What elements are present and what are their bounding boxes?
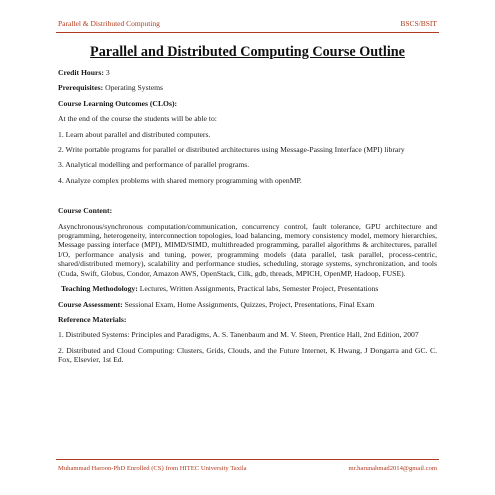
prerequisites <box>58 83 437 92</box>
course-content-text: Asynchronous/synchronous computation/communication, concurrency control, fault tolerance, GPU architecture and programming, heterogeneity, interconnection topologies, load balancing, memory consistency model, memory hierarchies, Message passing interface (MPI), MIMD/SIMD, multithreaded programming, parallel algorithms & architectures, parallel I/O, performance analysis and tuning, power, programming models (data parallel, task parallel, process-centric, shared/distributed memory), scalability and performance studies, scheduling, storage systems, synchronization, and tools (Cuda, Swift, Globus, Condor, Amazon AWS, OpenStack, Cilk, gdb, threads, MPICH, OpenMP, Hadoop, FUSE). <box>58 221 437 278</box>
course-content-heading <box>58 206 437 215</box>
clos-heading <box>58 99 437 108</box>
footer-author: Muhammad Haroon-PhD Enrolled (CS) from HITEC University Taxila <box>58 465 247 472</box>
credit-hours-label: Credit Hours: <box>58 68 104 77</box>
teaching-methodology <box>58 284 437 293</box>
credit-hours-value: 3 <box>105 68 110 77</box>
clos-intro: At the end of the course the students will be able to: <box>58 114 217 124</box>
page-footer <box>58 465 437 472</box>
course-content-heading-text: Course Content: <box>58 206 113 216</box>
teaching-label: Teaching Methodology: <box>61 284 138 294</box>
clo-item: 2. Write portable programs for parallel or distributed architectures using Message-Passing Interface (MPI) library <box>58 145 405 155</box>
page-header <box>58 19 437 28</box>
clo-item: 1. Learn about parallel and distributed computers. <box>58 129 211 139</box>
prerequisites-label: Prerequisites: <box>58 83 104 93</box>
clos-heading-text: Course Learning Outcomes (CLOs): <box>58 98 178 108</box>
assessment-value: Sessional Exam, Home Assignments, Quizzes, Project, Presentations, Final Exam <box>124 299 375 309</box>
reference-item: 2. Distributed and Cloud Computing: Clusters, Grids, Clouds, and the Future Internet, K Hwang, J Dongarra and GC. C. Fox, Elsevier, 1st Ed. <box>58 345 437 365</box>
header-rule <box>56 32 439 33</box>
footer-rule <box>56 459 439 460</box>
clo-item: 3. Analytical modelling and performance of parallel programs. <box>58 160 250 170</box>
reference-item: 1. Distributed Systems: Principles and Paradigms, A. S. Tanenbaum and M. V. Steen, Prentice Hall, 2nd Edition, 2007 <box>58 330 419 340</box>
references-heading <box>58 315 437 324</box>
clo-item: 4. Analyze complex problems with shared memory programming with openMP. <box>58 175 302 185</box>
prerequisites-value: Operating Systems <box>105 83 163 93</box>
header-course-name: Parallel & Distributed Computing <box>58 19 160 28</box>
document-body <box>58 68 437 371</box>
teaching-value: Lectures, Written Assignments, Practical labs, Semester Project, Presentations <box>139 284 379 294</box>
references-heading-text: Reference Materials: <box>58 314 127 324</box>
course-assessment <box>58 300 437 309</box>
header-program: BSCS/BSIT <box>400 19 437 28</box>
credit-hours <box>58 68 437 77</box>
assessment-label: Course Assessment: <box>58 299 123 309</box>
document-title: Parallel and Distributed Computing Course Outline <box>90 44 405 60</box>
footer-email: mr.harunahmad2014@gmail.com <box>348 465 437 472</box>
